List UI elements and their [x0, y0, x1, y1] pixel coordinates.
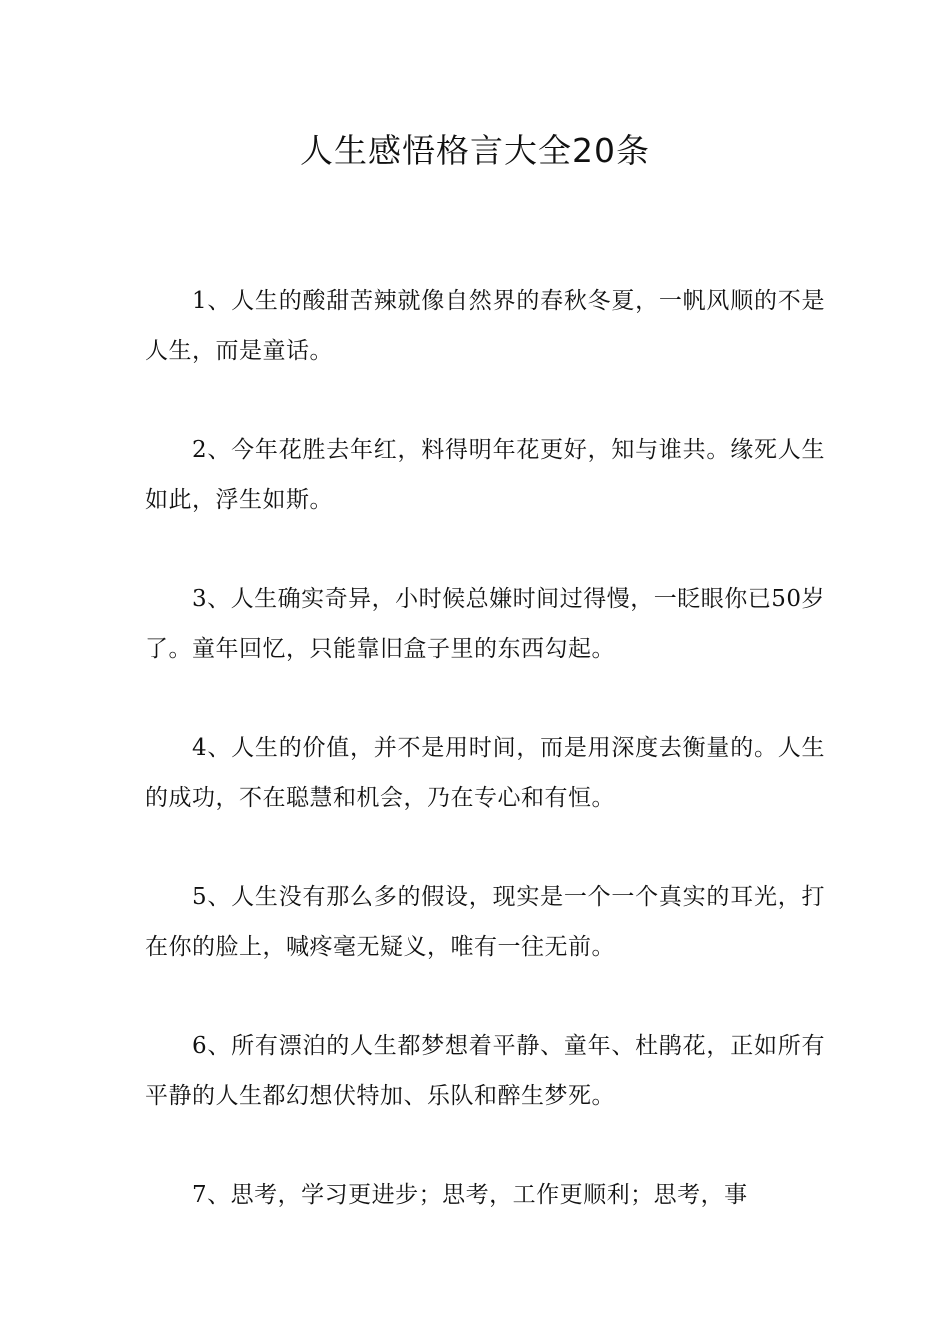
- paragraph-5: 5、人生没有那么多的假设，现实是一个一个真实的耳光，打在你的脸上，喊疼毫无疑义，唯有一往无前。: [145, 884, 825, 960]
- paragraph-7: 7、思考，学习更进步；思考，工作更顺利；思考，事: [192, 1182, 748, 1208]
- paragraph-2: 2、今年花胜去年红，料得明年花更好，知与谁共。缘死人生如此，浮生如斯。: [145, 437, 825, 513]
- paragraph-1: 1、人生的酸甜苦辣就像自然界的春秋冬夏，一帆风顺的不是人生，而是童话。: [145, 288, 825, 364]
- document-title: 人生感悟格言大全20条: [300, 131, 650, 170]
- paragraph-4: 4、人生的价值，并不是用时间，而是用深度去衡量的。人生的成功，不在聪慧和机会，乃在专心和有恒。: [145, 735, 825, 811]
- paragraph-6: 6、所有漂泊的人生都梦想着平静、童年、杜鹃花，正如所有平静的人生都幻想伏特加、乐队和醉生梦死。: [145, 1033, 825, 1109]
- paragraph-3: 3、人生确实奇异，小时候总嫌时间过得慢，一眨眼你已50岁了。童年回忆，只能靠旧盒子里的东西勾起。: [145, 586, 825, 662]
